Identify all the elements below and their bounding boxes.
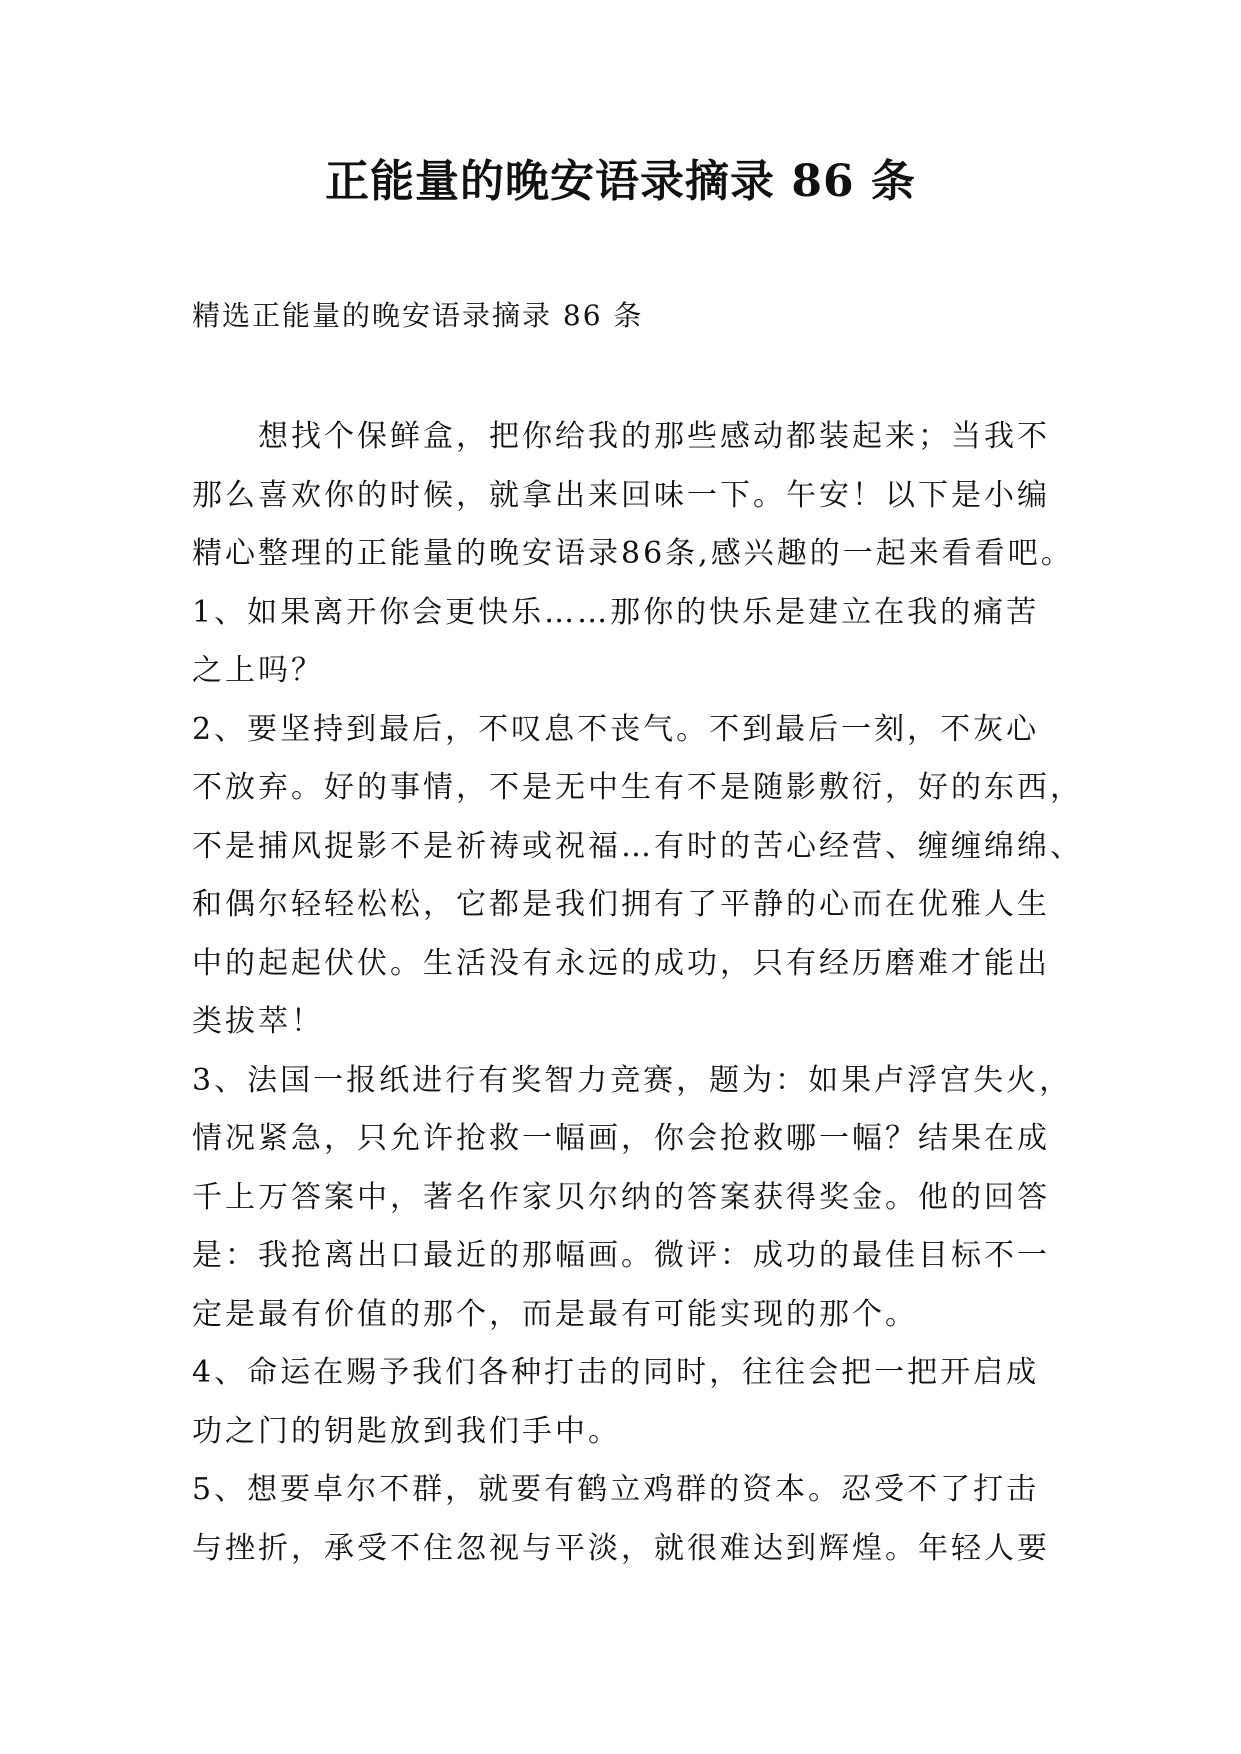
text-line: 2、要坚持到最后，不叹息不丧气。不到最后一刻，不灰心 — [192, 711, 1040, 747]
text-line: 定是最有价值的那个，而是最有可能实现的那个。 — [192, 1296, 918, 1332]
document-body — [192, 408, 1083, 1578]
text-line: 3、法国一报纸进行有奖智力竞赛，题为：如果卢浮宫失火， — [192, 1062, 1073, 1098]
text-line: 精心整理的正能量的晚安语录86条,感兴趣的一起来看看吧。 — [192, 536, 1074, 571]
text-line: 情况紧急，只允许抢救一幅画，你会抢救哪一幅？结果在成 — [192, 1121, 1050, 1156]
text-line: 5、想要卓尔不群，就要有鹤立鸡群的资本。忍受不了打击 — [192, 1472, 1040, 1507]
text-line: 类拔萃！ — [192, 1004, 324, 1039]
document-subtitle: 精选正能量的晚安语录摘录 86 条 — [192, 299, 644, 332]
text-line: 那么喜欢你的时候，就拿出来回味一下。午安！以下是小编 — [192, 477, 1050, 513]
text-line: 功之门的钥匙放到我们手中。 — [192, 1413, 621, 1449]
text-line: 中的起起伏伏。生活没有永远的成功，只有经历磨难才能出 — [192, 945, 1050, 981]
text-line: 不放弃。好的事情，不是无中生有不是随影敷衍，好的东西， — [192, 770, 1083, 805]
text-line: 1、如果离开你会更快乐……那你的快乐是建立在我的痛苦 — [192, 594, 1040, 630]
text-line: 想找个保鲜盒，把你给我的那些感动都装起来；当我不 — [192, 419, 1050, 454]
text-line: 与挫折，承受不住忽视与平淡，就很难达到辉煌。年轻人要 — [192, 1530, 1050, 1566]
text-line: 和偶尔轻轻松松，它都是我们拥有了平静的心而在优雅人生 — [192, 887, 1050, 922]
text-line: 不是捕风捉影不是祈祷或祝福…有时的苦心经营、缠缠绵绵、 — [192, 828, 1083, 864]
text-line: 之上吗？ — [192, 653, 324, 688]
text-line: 千上万答案中，著名作家贝尔纳的答案获得奖金。他的回答 — [192, 1179, 1050, 1215]
document-title: 正能量的晚安语录摘录 86 条 — [325, 156, 916, 207]
text-line: 4、命运在赐予我们各种打击的同时，往往会把一把开启成 — [192, 1355, 1040, 1390]
text-line: 是：我抢离出口最近的那幅画。微评：成功的最佳目标不一 — [192, 1238, 1050, 1273]
